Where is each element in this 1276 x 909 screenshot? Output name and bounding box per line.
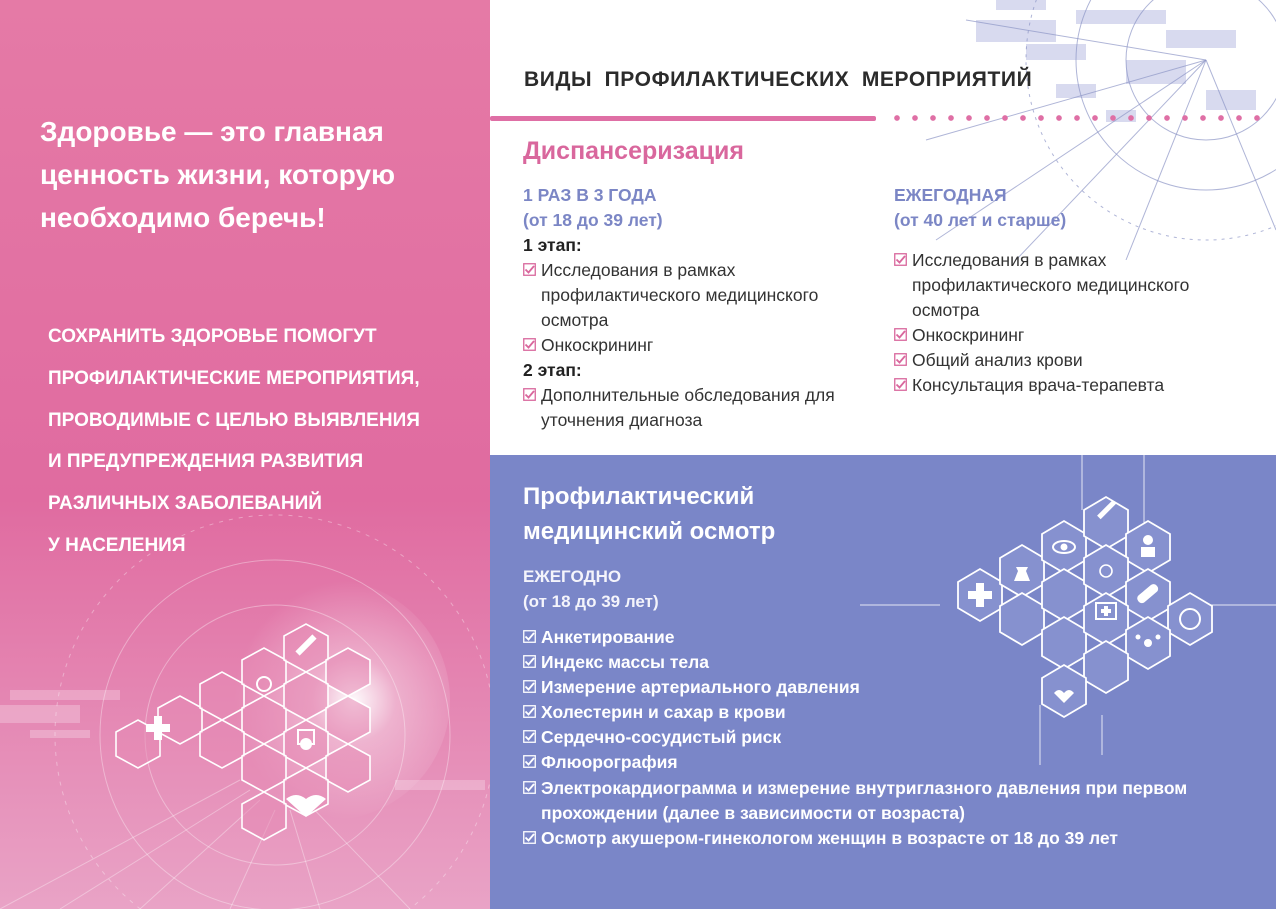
checkbox-icon: [894, 378, 907, 391]
headline-line: ценность жизни, которую: [40, 159, 396, 190]
list-item: [523, 826, 1263, 851]
medical-hex-illustration: [0, 480, 490, 909]
stage1-list: [523, 258, 863, 358]
age-label: (от 18 до 39 лет): [523, 592, 659, 611]
annual-column: [894, 183, 1244, 398]
subtext-line: ПРОФИЛАКТИЧЕСКИЕ МЕРОПРИЯТИЯ,: [48, 367, 420, 389]
list-item-text: Индекс массы тела: [541, 652, 709, 673]
subtext-line: СОХРАНИТЬ ЗДОРОВЬЕ ПОМОГУТ: [48, 326, 377, 347]
stage-label: 1 этап:: [523, 235, 582, 255]
section-title: ВИДЫ ПРОФИЛАКТИЧЕСКИХ МЕРОПРИЯТИЙ: [524, 68, 1033, 91]
list-item-text: Анкетирование: [541, 627, 675, 647]
dispanserization-section: [490, 0, 1276, 455]
list-item-text: Онкоскрининг: [541, 335, 654, 355]
subtext-line: РАЗЛИЧНЫХ ЗАБОЛЕВАНИЙ: [48, 493, 322, 515]
list-item: [894, 373, 1244, 398]
list-item: [523, 258, 863, 333]
list-item-text: Измерение артериального давления: [541, 677, 860, 698]
title-underline: [490, 116, 876, 121]
age-label: (от 40 лет и старше): [894, 210, 1067, 230]
period-label: ЕЖЕГОДНАЯ: [894, 185, 1007, 205]
dotted-divider: [888, 114, 1268, 122]
checkbox-icon: [523, 755, 536, 768]
list-item: [523, 750, 1263, 775]
list-item-text: Исследования в рамках профилактического медицинского осмотра: [912, 250, 1190, 320]
headline-line: Здоровье — это главная: [40, 116, 384, 147]
every-three-years-column: [523, 183, 863, 433]
list-item: [523, 333, 863, 358]
checkbox-icon: [523, 388, 536, 401]
list-item-text: Осмотр акушером-гинекологом женщин в возрасте от 18 до 39 лет: [541, 827, 1118, 848]
period-label: 1 РАЗ В 3 ГОДА: [523, 185, 657, 205]
list-item: [523, 725, 1263, 750]
list-item: [894, 248, 1244, 323]
checkup-section: [490, 455, 1276, 909]
age-label: (от 18 до 39 лет): [523, 210, 663, 230]
list-item: [523, 700, 1263, 725]
list-item-text: Консультация врача-терапевта: [912, 375, 1165, 395]
left-panel: [0, 0, 490, 909]
subtext-line: ПРОВОДИМЫЕ С ЦЕЛЬЮ ВЫЯВЛЕНИЯ: [48, 409, 420, 431]
list-item: [523, 776, 1263, 826]
list-item-text: Дополнительные обследования для уточнения диагноза: [541, 385, 835, 430]
checkup-list: [523, 625, 1263, 851]
checkbox-icon: [523, 630, 536, 643]
period-label: ЕЖЕГОДНО: [523, 567, 622, 586]
checkbox-icon: [894, 328, 907, 341]
checkbox-icon: [523, 730, 536, 743]
checkbox-icon: [523, 831, 536, 844]
list-item-text: Холестерин и сахар в крови: [541, 702, 786, 723]
list-item: [894, 323, 1244, 348]
subtext-line: И ПРЕДУПРЕЖДЕНИЯ РАЗВИТИЯ: [48, 451, 364, 473]
headline-line: необходимо беречь!: [40, 202, 326, 233]
subtext-line: У НАСЕЛЕНИЯ: [48, 534, 186, 556]
list-item-text: Исследования в рамках профилактического медицинского осмотра: [541, 260, 819, 330]
checkbox-icon: [523, 705, 536, 718]
stage-label: 2 этап:: [523, 360, 582, 380]
list-item-text: Электрокардиограмма и измерение внутриглазного давления при первом прохождении (далее в зависимости от возраста): [541, 777, 1188, 823]
checkbox-icon: [894, 353, 907, 366]
headline: [40, 110, 480, 239]
checkbox-icon: [894, 253, 907, 266]
checkbox-icon: [523, 338, 536, 351]
annual-list: [894, 248, 1244, 398]
list-item: [894, 348, 1244, 373]
checkup-period: [523, 564, 659, 614]
checkbox-icon: [523, 680, 536, 693]
list-item: [523, 675, 1263, 700]
list-item-text: Онкоскрининг: [912, 325, 1025, 345]
checkbox-icon: [523, 263, 536, 276]
list-item-text: Флюорография: [541, 752, 678, 773]
list-item: [523, 383, 863, 433]
list-item-text: Сердечно-сосудистый риск: [541, 727, 782, 748]
list-item: [523, 650, 1263, 675]
checkup-title: Профилактический медицинский осмотр: [523, 483, 776, 545]
checkbox-icon: [523, 781, 536, 794]
stage2-list: [523, 383, 863, 433]
list-item-text: Общий анализ крови: [912, 350, 1083, 370]
list-item: [523, 625, 1263, 650]
dispanserization-title: Диспансеризация: [523, 137, 744, 165]
checkbox-icon: [523, 655, 536, 668]
